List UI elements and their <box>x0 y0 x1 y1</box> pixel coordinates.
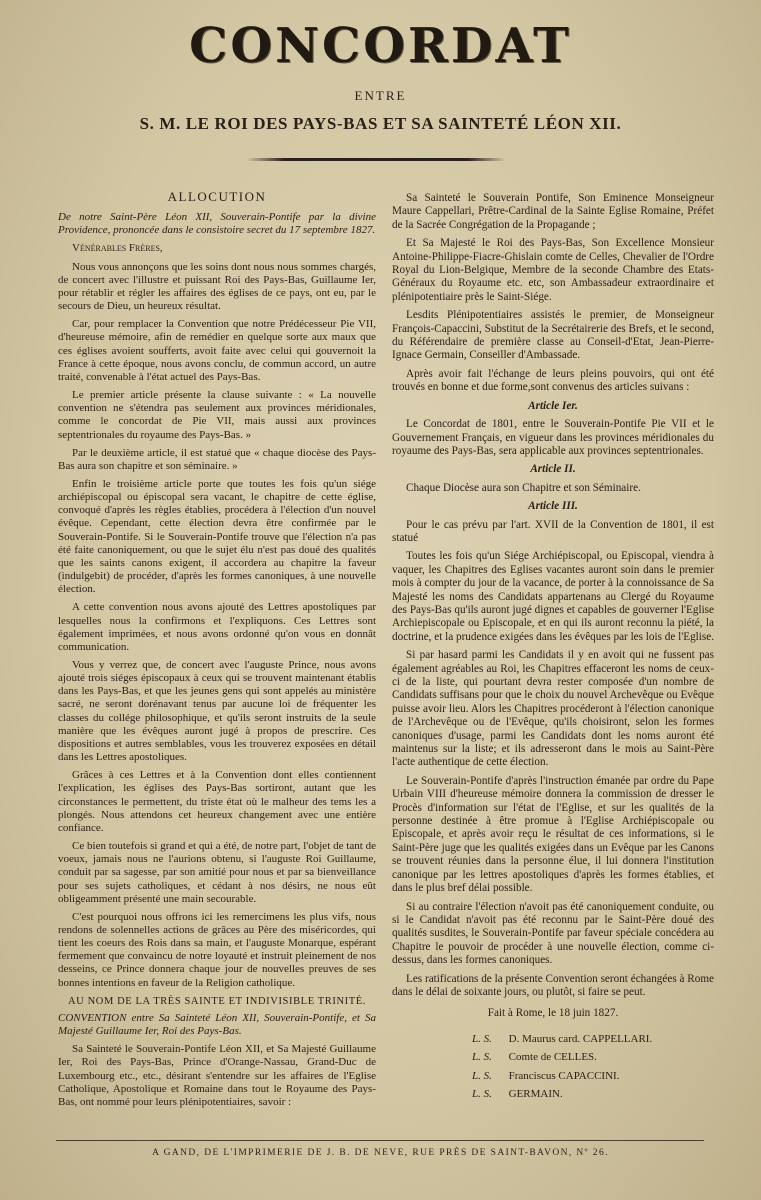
left-paragraph: Ce bien toutefois si grand et qui a été, de notre part, l'objet de tant de voeux, jamais nous ne l'aurions obtenu, si l'auguste Roi Guillaume, conduit par sa sagesse, par son amitié pour nous et par sa bienveillance pour ses sujets catholiques, et cédant à nos désirs, ne nous eût obligeamment présenté une main secourable. <box>58 840 376 905</box>
left-paragraph: Grâces à ces Lettres et à la Convention dont elles contiennent l'explication, les églises des Pays-Bas sortiront, autant que les circonstances le permettent, du triste état où le malheur des tems les a plongés. Nous attendons cet heureux changement avec une entière confiance. <box>58 769 376 834</box>
left-paragraph: C'est pourquoi nous offrons ici les remercimens les plus vifs, nous rendons de solennelles actions de grâces au Père des miséricordes, qui tient les coeurs des Rois dans sa main, et l'auguste Monarque, espérant fermement que convaincu de notre loyauté et instruit pleinement de nos desseins, ce Prince donnera chaque jour de nouvelles preuves de ses bonnes intentions en faveur de la Religion catholique. <box>58 910 376 989</box>
article-3-title: Article III. <box>528 500 578 513</box>
article-3-paragraph: Le Souverain-Pontife d'après l'instruction émanée par ordre du Pape Urbain VIII d'heureuse mémoire donnera la commission de dresser le Procès d'information sur l'état de l'Eglise, et sur les qualités de la personne destinée à être promue à l'Eglise Archiépiscopale ou Episcopale, et après avoir reçu le résultat de ces informations, si le Saint-Père juge que les qualités exigées dans un Evêque par les Canons se trouvent réunies dans la personne élue, il lui donnera l'institution canonique par les lettres apostoliques d'après les formes établies, et dans le plus bref délai possible. <box>392 774 714 895</box>
article-1-text: Le Concordat de 1801, entre le Souverain-Pontife Pie VII et le Gouvernement Français, en vigueur dans les provinces méridionales du royaume des Pays-Bas, sera applicable aux provinces septentrionales. <box>392 418 714 457</box>
page-title: CONCORDAT <box>189 18 572 74</box>
signature-line <box>472 1070 714 1083</box>
article-3-paragraph: Si par hasard parmi les Candidats il y en avoit qui ne fussent pas également agréables au Roi, les Chapitres effaceront les noms de ceux-ci de la liste, qui pourtant devra rester composée d'un nombre de Candidats suffisans pour que le choix du nouvel Archevêque ou Evêque puisse avoir lieu. Alors les Chapitres procéderont à l'élection canonique de l'Archevêque ou de l'Evêque, qu'ils choisiront, selon les formes canoniques d'usage, parmi les Candidats dont les noms auront été maintenus sur la liste; et ils adresseront dans le mois au Saint-Père l'acte authentique de cette élection. <box>392 649 714 769</box>
article-3-paragraph: Les ratifications de la présente Convention seront échangées à Rome dans le délai de soixante jours, ou plutôt, si faire se peut. <box>392 972 714 998</box>
right-column <box>392 192 714 1106</box>
signature-name: D. Maurus card. CAPPELLARI. <box>508 1032 653 1045</box>
article-3-paragraph: Toutes les fois qu'un Siége Archiépiscopal, ou Episcopal, viendra à vaquer, les Chapitres des Eglises vacantes auront soin dans le premier mois à compter du jour de la vacance, de porter à la connoissance de Sa Majesté les noms des Candidats appartenans au Clergé du Royaume des Pays-Bas qu'ils auront jugé dignes et capables de gouverner l'Eglise Archiepiscopale ou Episcopale, et en qui ils auront reconnu la piété, la doctrine, et la prudence exigées dans les évêques par les lois de l'Eglise. <box>392 550 714 643</box>
signature-name: GERMAIN. <box>508 1087 563 1100</box>
signature-line <box>472 1033 714 1046</box>
left-paragraph: Enfin le troisième article porte que toutes les fois qu'un siége archiépiscopal ou épiscopal sera vacant, le chapitre de cette église, convoqué d'après les règles établies, procédera à l'élection d'un nouvel évêque. Cependant, cette élection devra être confirmée par le Souverain-Pontife. Si le Souverain-Pontife trouve que l'élection n'a pas été faite canoniquement, ou que le sujet élu n'est pas doué des qualités que les saints canons exigent, il accordera au chapitre la faveur (indulgebit) de procéder, d'après les formes canoniques, à une nouvelle élection. <box>58 477 376 596</box>
signature-line <box>472 1088 714 1101</box>
parties-heading: S. M. LE ROI DES PAYS-BAS ET SA SAINTETÉ LÉON XII. <box>139 114 622 133</box>
allocution-title: ALLOCUTION <box>167 189 267 204</box>
left-paragraph: Nous vous annonçons que les soins dont nous nous sommes chargés, de concert avec l'illustre et puissant Roi des Pays-Bas, Guillaume Ier, pour rétablir et régler les affaires des églises de ce pays, ont eu, par le secours de Dieu, un heureux résultat. <box>58 260 376 313</box>
article-1-title: Article Ier. <box>528 399 578 412</box>
right-paragraph: Après avoir fait l'échange de leurs pleins pouvoirs, qui ont été trouvés en bonne et due forme,sont convenus des articles suivans : <box>392 367 714 394</box>
right-paragraph: Lesdits Plénipotentiaires assistés le premier, de Monseigneur François-Capaccini, Substitut de la Secrétairerie des Brefs, et le second, du Référendaire de première classe au Conseil-d'Etat, Jean-Pierre-Ignace Germain, Conseiller d'Ambassade. <box>392 309 714 362</box>
convention-title: CONVENTION entre Sa Sainteté Léon XII, Souverain-Pontife, et Sa Majesté Guillaume Ier, Roi des Pays-Bas. <box>58 1011 376 1038</box>
left-column <box>58 190 376 1114</box>
signature-name: Comte de CELLES. <box>508 1051 597 1064</box>
signature-line <box>472 1051 714 1064</box>
seal-mark: L. S. <box>472 1051 492 1064</box>
printer-footer: A GAND, DE L'IMPRIMERIE DE J. B. DE NEVE, RUE PRÈS DE SAINT-BAVON, Nº 26. <box>152 1148 609 1158</box>
article-3-paragraph: Pour le cas prévu par l'art. XVII de la Convention de 1801, il est statué <box>392 518 714 544</box>
left-paragraph: Le premier article présente la clause suivante : « La nouvelle convention ne s'étendra pas seulement aux provinces méridionales, comme le concordat de Pie VII, mais aussi aux provinces septentrionales du royaume des Pays-Bas. » <box>58 389 376 441</box>
left-paragraph: Vous y verrez que, de concert avec l'auguste Prince, nous avons ajouté trois siéges épiscopaux à ceux qui se trouvent maintenant établis dans les Pays-Bas, et que les jeunes gens qui sont appelés au ministère sacré, ne seront dorénavant tenus par aucune loi de fréquenter les classes du collége philosophique, et qu'ils seront instruits de la seule manière que les évêques auront jugé à propos de prescrire. Ces dispositions et autres semblables, vous les trouverez exposées en détail dans les Lettres apostoliques. <box>58 659 376 764</box>
seal-mark: L. S. <box>472 1087 492 1100</box>
trinity-heading: AU NOM DE LA TRÈS SAINTE ET INDIVISIBLE TRINITÉ. <box>68 995 366 1007</box>
seal-mark: L. S. <box>472 1032 492 1045</box>
left-paragraph: Par le deuxième article, il est statué que « chaque diocèse des Pays-Bas aura son chapitre et son séminaire. » <box>58 446 376 472</box>
title-rule <box>246 158 506 161</box>
left-paragraph: Car, pour remplacer la Convention que notre Prédécesseur Pie VII, d'heureuse mémoire, afin de remédier en quelque sorte aux maux que ces églises avoient soufferts, avoit faite avec celui qui gouvernoit la France à cette époque, nous avons conclu, de commun accord, un autre traité, convenable à l'état actuel des Pays-Bas. <box>58 318 376 383</box>
salutation: Vénérables Frères, <box>72 242 163 255</box>
right-paragraph: Et Sa Majesté le Roi des Pays-Bas, Son Excellence Monsieur Antoine-Philippe-Fiacre-Ghislain comte de Celles, Chevalier de l'Ordre Royal du Lion-Belgique, Membre de la seconde Chambre des Etats-Généraux du Royaume etc. etc, son Ambassadeur extraordinaire et plénipotentiaire près le Saint-Siége. <box>392 237 714 303</box>
seal-mark: L. S. <box>472 1069 492 1082</box>
signature-name: Franciscus CAPACCINI. <box>508 1069 620 1082</box>
article-2-text: Chaque Diocèse aura son Chapitre et son Séminaire. <box>406 481 641 494</box>
date-line: Fait à Rome, le 18 juin 1827. <box>487 1007 619 1020</box>
allocution-subtitle: De notre Saint-Père Léon XII, Souverain-Pontife par la divine Providence, prononcée dans le consistoire secret du 17 septembre 1827. <box>58 211 376 237</box>
left-paragraph: A cette convention nous avons ajouté des Lettres apostoliques par lesquelles nous la confirmons et l'expliquons. Ces Lettres sont également imprimées, et nous avons ordonné qu'on vous en donnât communication. <box>58 601 376 653</box>
entre-label: ENTRE <box>354 88 407 103</box>
article-3-paragraph: Si au contraire l'élection n'avoit pas été canoniquement conduite, ou si le Candidat n'avoit pas été reconnu par le Saint-Père doué des qualités susdites, le Souverain-Pontife par faveur spéciale concédera au Chapitre le pouvoir de procéder à une nouvelle élection, comme ci-dessus, dans les formes canoniques. <box>392 900 714 967</box>
footer-rule <box>56 1140 704 1141</box>
convention-paragraph: Sa Sainteté le Souverain-Pontife Léon XII, et Sa Majesté Guillaume Ier, Roi des Pays-Bas, Prince d'Orange-Nassau, Grand-Duc de Luxembourg etc., etc., désirant s'entendre sur les affaires de l'Eglise Catholique, Apostolique et Romaine dans tout le Royaume des Pays-Bas, ont nommé pour leurs plénipotentiaires, savoir : <box>58 1043 376 1108</box>
right-paragraph: Sa Sainteté le Souverain Pontife, Son Eminence Monseigneur Maure Cappellari, Prêtre-Cardinal de la Sainte Eglise Romaine, Préfet de la Sacrée Congrégation de la Propagande ; <box>392 192 714 231</box>
article-2-title: Article II. <box>530 463 576 476</box>
